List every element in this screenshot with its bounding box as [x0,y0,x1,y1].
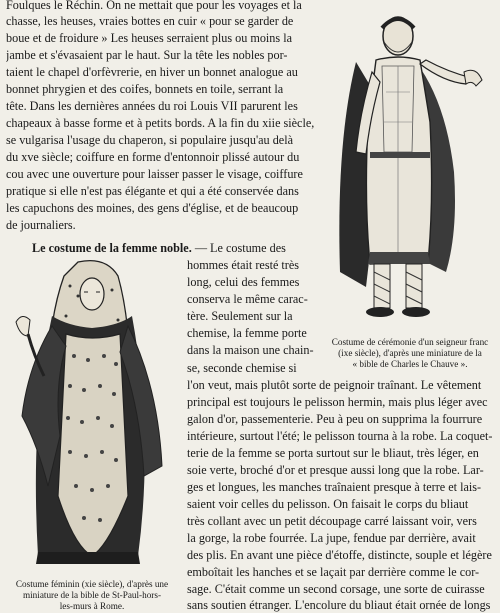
text-line: se vulgarisa l'usage du chaperon, si populaire jusqu'au delà [6,133,293,147]
text-line: chasse, les heuses, vraies bottes en cuir « pour se garder de [6,14,294,28]
figure-caption [4,579,180,612]
caption-line: (ixe siècle), d'après une miniature de la [338,348,482,358]
text-line: sage. C'était comme un second corsage, une sorte de cuirasse [187,582,485,596]
text-line: de journaliers. [6,218,76,232]
text-line: terie de la femme se porta surtout sur le bliaut, très léger, en [187,446,479,460]
caption-line: Costume de cérémonie d'un seigneur franc [331,337,489,347]
caption-line: les-murs à Rome. [59,601,125,611]
caption-line: miniature de la bible de St-Paul-hors- [22,590,162,600]
text-line: chemise, la femme porte [187,326,307,340]
text-line: sans soutien étranger. L'encolure du bliaut était ornée de longs [187,598,491,612]
text-line: saient voir celles du pelisson. On faisait le corps du bliaut [187,497,469,511]
text-line: galon d'or, passementerie. Peu à peu on supprima la fourrure [187,412,483,426]
section-heading [32,240,322,256]
text-line: se, seconde chemise si [187,361,297,375]
text-line: du xve siècle; coiffure en forme d'entonnoir plissé autour du [6,150,300,164]
text-line: soie verte, broché d'or et presque aussi long que la robe. Lar- [187,463,484,477]
text-line: chapeaux à basse forme et à petits bords. A la fin du xiie siècle, [6,116,315,130]
text-line: très collant avec un petit découpage carré laissant voir, vers [187,514,477,528]
text-line: cou avec une ouverture pour laisser passer le visage, coiffure [6,167,303,181]
text-line: tête. Dans les dernières années du roi Louis VII parurent les [6,99,298,113]
text-line: ges et longues, les manches traînaient presque à terre et lais- [187,480,482,494]
noble-woman-illustration [8,256,180,574]
text-line: emboîtait les hanches et se laçait par derrière comme le cor- [187,565,480,579]
text-line: long, celui des femmes [187,275,300,289]
section-heading-rest: — Le costume des [191,241,286,255]
text-line: jambe et s'évasaient par le haut. Sur la tête les nobles por- [6,48,288,62]
section-heading-title: Le costume de la femme noble. [32,241,192,255]
text-line: intérieure, surtout l'été; le pelisson tourna à la robe. La coquet- [187,429,493,443]
caption-line: « bible de Charles le Chauve ». [352,359,468,369]
text-line: principal est toujours le pelisson hermin, mais plus léger avec [187,395,488,409]
caption-line: Costume féminin (xie siècle), d'après une [15,579,169,589]
frankish-lord-illustration [326,2,498,328]
text-line: bonnet phrygien et des coifes, bonnets en toile, serrant la [6,82,284,96]
text-line: dans la maison une chain- [187,343,314,357]
text-line: taient le chapel d'orfèvrerie, en hiver un bonnet analogue au [6,65,298,79]
figure-caption [322,337,498,370]
text-line: conserva le même carac- [187,292,308,306]
text-line: des plis. En avant une pièce d'étoffe, distincte, souple et légère [187,548,492,562]
text-line: pratique si elle n'est pas élégante et qui a été conservée dans [6,184,299,198]
text-line: les capuchons des moines, des gens d'église, et de beaucoup [6,201,299,215]
text-line: la gorge, la robe fourrée. La jupe, fendue par derrière, avait [187,531,476,545]
text-line: Foulques le Réchin. On ne mettait que pour les voyages et la [6,0,302,12]
text-line: hommes était resté très [187,258,300,272]
text-line: boue et de froidure » Les heuses serraient plus ou moins la [6,31,292,45]
text-line: l'on veut, mais plutôt sorte de peignoir traînant. Le vêtement [187,378,482,392]
text-line: tère. Seulement sur la [187,309,293,323]
